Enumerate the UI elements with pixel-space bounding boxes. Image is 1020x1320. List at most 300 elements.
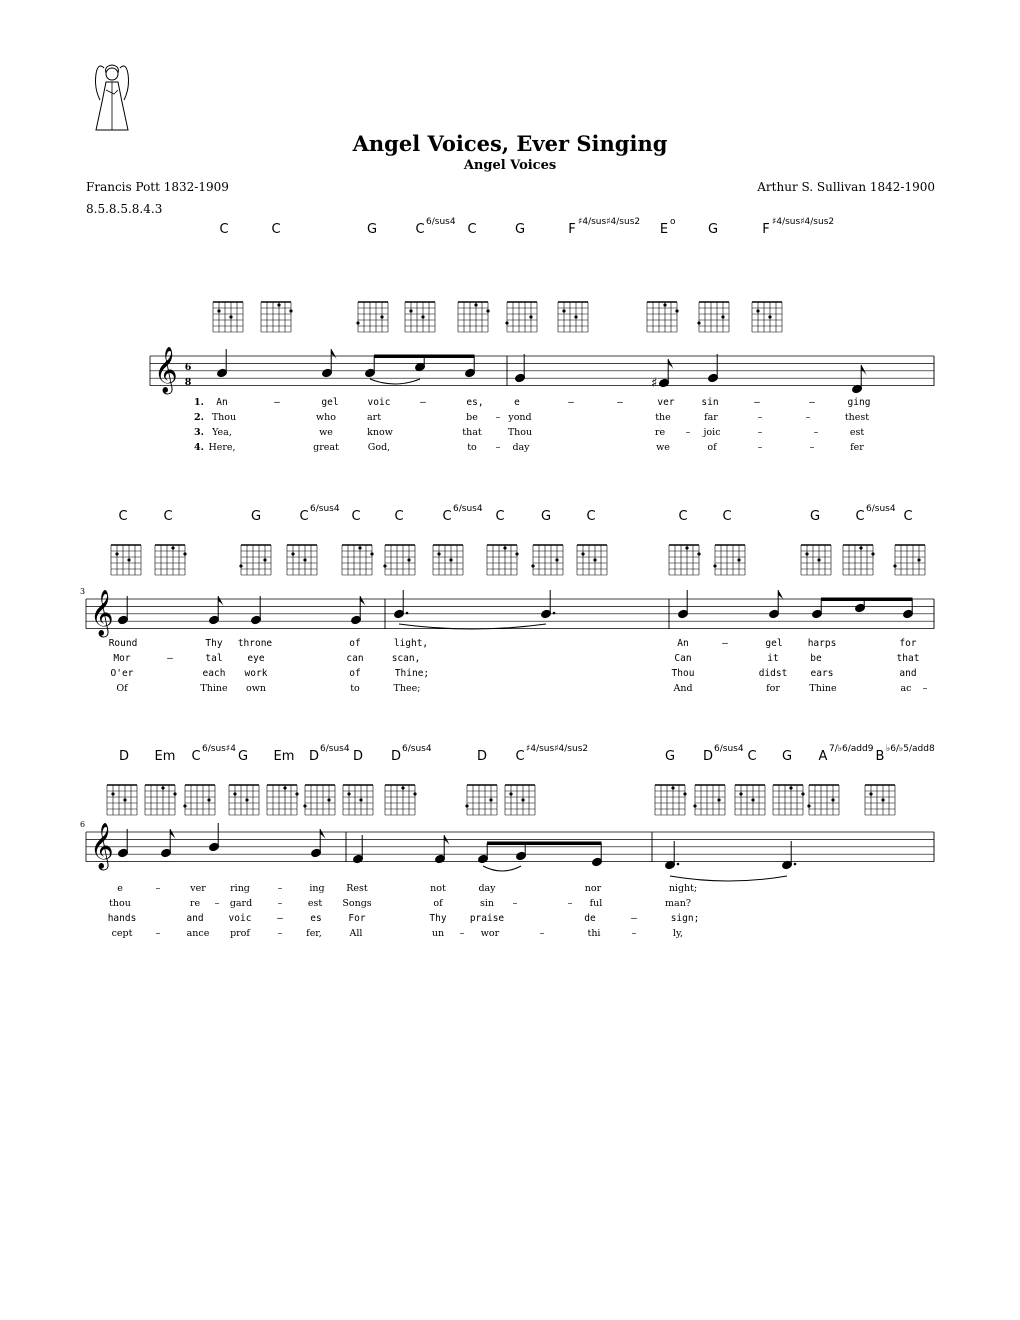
lyric-line: [194, 397, 870, 408]
diagram-dot: [717, 798, 720, 801]
chord-symbol: [191, 744, 236, 764]
lyric-syllable: –: [155, 928, 161, 939]
diagram-dot: [581, 552, 584, 555]
chord-root: G: [707, 222, 719, 237]
chord-root: D: [390, 749, 402, 764]
lyric-syllable: to: [350, 683, 360, 694]
chord-extension: 6/sus4: [426, 217, 456, 227]
lyric-syllable: es: [310, 913, 322, 924]
lyric-syllable: gel: [765, 638, 783, 649]
lyric-syllable: gel: [321, 397, 339, 408]
chord-root: C: [495, 509, 505, 524]
chord-root: C: [415, 222, 425, 237]
guitar-chord-diagram: [287, 545, 317, 575]
chord-extension: ♭6/♭5/add8: [886, 744, 935, 754]
lyric-syllable: An: [216, 397, 228, 408]
lyric-syllable: Thy: [429, 913, 447, 924]
guitar-chord-diagram: [458, 302, 490, 332]
note: [365, 356, 376, 378]
diagram-dot: [807, 804, 810, 807]
lyric-syllable: Can: [674, 653, 692, 664]
guitar-chord-diagram: [773, 785, 805, 815]
verse-number: 2.: [194, 412, 204, 423]
lyric-syllable: –: [277, 928, 283, 939]
guitar-chord-diagram: [145, 785, 177, 815]
diagram-dot: [531, 564, 534, 567]
lyric-syllable: –: [809, 397, 815, 408]
lyric-syllable: est: [307, 898, 323, 909]
guitar-chord-diagram: [505, 785, 535, 815]
diagram-dot: [917, 558, 920, 561]
diagram-dot: [173, 792, 176, 795]
diagram-dot: [127, 558, 130, 561]
note: [465, 356, 476, 378]
guitar-chord-diagram: [155, 545, 187, 575]
lyric-syllable: and: [899, 668, 917, 679]
lyric-line: [116, 683, 927, 694]
chord-symbol: [299, 504, 339, 524]
augmentation-dot: [406, 612, 409, 615]
note-flag: [668, 359, 674, 371]
chord-symbol: [810, 509, 820, 524]
guitar-chord-diagram: [865, 785, 895, 815]
chord-symbol: [722, 509, 731, 524]
chord-root: C: [299, 509, 309, 524]
diagram-dot: [421, 315, 424, 318]
lyric-syllable: –: [631, 928, 637, 939]
diagram-dot: [111, 792, 114, 795]
lyric-syllable: prof: [230, 928, 250, 939]
lyric-syllable: e: [117, 883, 123, 894]
diagram-dot: [721, 315, 724, 318]
guitar-chord-diagram: [505, 302, 537, 332]
lyric-syllable: –: [722, 638, 728, 649]
lyric-syllable: to: [467, 442, 477, 453]
diagram-dot: [893, 564, 896, 567]
composer-credit: Arthur S. Sullivan 1842-1900: [757, 180, 935, 194]
lyric-syllable: for: [899, 638, 917, 649]
lyric-syllable: thi: [587, 928, 601, 939]
treble-clef-icon: 𝄞: [154, 347, 178, 393]
chord-symbol: [703, 744, 744, 764]
chord-root: C: [855, 509, 865, 524]
lyric-line: [194, 442, 864, 453]
lyric-syllable: ance: [186, 928, 210, 939]
lyric-syllable: –: [567, 898, 573, 909]
chord-root: C: [271, 222, 281, 237]
guitar-chord-diagram: [342, 545, 374, 575]
chord-symbol: [238, 749, 248, 764]
lyric-syllable: of: [349, 668, 361, 679]
lyric-syllable: est: [849, 427, 865, 438]
lyric-syllable: that: [462, 427, 482, 438]
diagram-dot: [359, 798, 362, 801]
verse-number: 3.: [194, 427, 204, 438]
note: [161, 829, 177, 858]
chord-root: C: [747, 749, 757, 764]
treble-clef-icon: 𝄞: [90, 823, 114, 869]
lyric-syllable: not: [430, 883, 446, 894]
lyric-syllable: un: [431, 928, 445, 939]
diagram-dot: [229, 315, 232, 318]
lyric-syllable: –: [568, 397, 574, 408]
lyric-syllable: And: [673, 683, 693, 694]
chord-root: G: [781, 749, 793, 764]
lyric-syllable: –: [754, 397, 760, 408]
lyric-line: [194, 412, 869, 423]
guitar-chord-diagram: [107, 785, 137, 815]
lyric-syllable: know: [367, 427, 393, 438]
guitar-chord-diagram: [261, 302, 293, 332]
chord-root: Em: [273, 749, 295, 764]
diagram-dot: [521, 798, 524, 801]
chord-root: C: [219, 222, 229, 237]
diagram-dot: [509, 792, 512, 795]
lyric-syllable: throne: [237, 638, 273, 649]
lyric-syllable: re: [189, 898, 201, 909]
lyric-syllable: Thou: [507, 427, 533, 438]
lyric-syllable: –: [155, 883, 161, 894]
lyric-syllable: light,: [393, 638, 429, 649]
note: [855, 599, 866, 613]
note: [394, 590, 409, 619]
diagram-dot: [115, 552, 118, 555]
guitar-chord-diagram: [577, 545, 607, 575]
chord-symbol: [515, 222, 525, 237]
lyric-syllable: ging: [847, 397, 871, 408]
lyric-syllable: –: [617, 397, 623, 408]
lyric-syllable: each: [202, 668, 226, 679]
time-signature-top: 6: [184, 362, 192, 373]
lyric-syllable: Rest: [346, 883, 368, 894]
note-beam: [374, 355, 475, 359]
lyric-syllable: scan,: [391, 653, 421, 664]
chord-root: C: [394, 509, 404, 524]
diagram-dot: [562, 309, 565, 312]
lyric-syllable: praise: [469, 913, 505, 924]
guitar-chord-diagram: [713, 545, 745, 575]
lyric-syllable: Round: [108, 638, 138, 649]
lyric-syllable: great: [313, 442, 339, 453]
note: [351, 596, 367, 625]
lyric-syllable: ac: [900, 683, 912, 694]
diagram-dot: [503, 546, 506, 549]
lyric-syllable: Thine;: [394, 668, 430, 679]
diagram-dot: [697, 552, 700, 555]
chord-symbol: [568, 217, 640, 237]
diagram-dot: [383, 564, 386, 567]
chord-root: C: [118, 509, 128, 524]
lyric-syllable: Songs: [342, 898, 372, 909]
verse-number: 1.: [194, 397, 204, 408]
chord-extension: 6/sus4: [453, 504, 483, 514]
lyric-syllable: sign;: [670, 913, 700, 924]
lyric-syllable: Here,: [208, 442, 236, 453]
augmentation-dot: [794, 863, 797, 866]
lyric-syllable: –: [214, 898, 220, 909]
guitar-chord-diagram: [356, 302, 388, 332]
lyric-line: [194, 427, 864, 438]
lyric-line: [113, 653, 919, 664]
note-beam: [821, 598, 913, 602]
note: [415, 356, 426, 372]
lyric-syllable: wor: [480, 928, 500, 939]
lyric-syllable: –: [631, 913, 637, 924]
lyric-syllable: thou: [109, 898, 131, 909]
lyric-syllable: –: [922, 683, 928, 694]
lyric-syllable: –: [167, 653, 173, 664]
chord-symbol: [415, 217, 455, 237]
lyric-syllable: –: [512, 898, 518, 909]
chord-root: B: [875, 749, 885, 764]
note-beam: [487, 842, 602, 846]
chord-root: A: [818, 749, 828, 764]
lyric-syllable: de: [584, 913, 596, 924]
diagram-dot: [697, 321, 700, 324]
chord-symbol: [367, 222, 377, 237]
diagram-dot: [739, 792, 742, 795]
chord-symbol: [271, 222, 280, 237]
chord-symbol: [477, 749, 487, 764]
lyric-syllable: Thou: [671, 668, 695, 679]
lyric-syllable: nor: [584, 883, 602, 894]
lyric-syllable: thest: [844, 412, 870, 423]
lyric-syllable: didst: [758, 668, 788, 679]
diagram-dot: [407, 558, 410, 561]
guitar-chord-diagram: [843, 545, 875, 575]
diagram-dot: [465, 804, 468, 807]
diagram-dot: [555, 558, 558, 561]
lyric-syllable: e: [514, 397, 520, 408]
note: [812, 599, 823, 619]
diagram-dot: [805, 552, 808, 555]
lyric-syllable: –: [277, 883, 283, 894]
note: [515, 354, 526, 383]
chord-symbol: [118, 509, 127, 524]
lyric-syllable: –: [420, 397, 426, 408]
diagram-dot: [217, 309, 220, 312]
chord-root: C: [586, 509, 596, 524]
verse-number: 4.: [194, 442, 204, 453]
diagram-dot: [515, 552, 518, 555]
chord-symbol: [219, 222, 228, 237]
diagram-dot: [295, 792, 298, 795]
chord-extension: 7/♭6/add9: [829, 744, 874, 754]
lyric-syllable: day: [478, 883, 496, 894]
lyric-syllable: –: [274, 397, 280, 408]
chord-symbol: [515, 744, 588, 764]
lyric-syllable: –: [495, 412, 501, 423]
lyric-syllable: it: [767, 653, 779, 664]
lyric-syllable: ly,: [672, 928, 684, 939]
diagram-dot: [171, 546, 174, 549]
diagram-dot: [233, 792, 236, 795]
lyric-syllable: far: [704, 412, 718, 423]
chord-symbol: [678, 509, 687, 524]
note: [782, 841, 797, 870]
lyric-syllable: can: [346, 653, 364, 664]
diagram-dot: [303, 804, 306, 807]
chord-symbol: [467, 222, 476, 237]
diagram-dot: [751, 798, 754, 801]
chord-extension: 6/sus4: [714, 744, 744, 754]
chord-symbol: [495, 509, 504, 524]
lyric-syllable: –: [459, 928, 465, 939]
lyric-line: [108, 913, 700, 924]
lyric-syllable: es,: [466, 397, 484, 408]
lyric-syllable: of: [707, 442, 717, 453]
lyric-syllable: Mor: [113, 653, 131, 664]
chord-extension: 6/sus♯4: [202, 744, 236, 754]
guitar-chord-diagram: [111, 545, 141, 575]
guitar-chord-diagram: [558, 302, 588, 332]
lyric-syllable: voic: [228, 913, 252, 924]
chord-root: D: [118, 749, 130, 764]
diagram-dot: [291, 552, 294, 555]
diagram-dot: [356, 321, 359, 324]
lyric-syllable: Yea,: [212, 427, 232, 438]
lyric-syllable: ver: [657, 397, 675, 408]
lyric-line: [109, 898, 691, 909]
lyric-syllable: that: [896, 653, 920, 664]
lyric-syllable: fer: [850, 442, 864, 453]
lyric-syllable: harps: [807, 638, 837, 649]
chord-symbol: [391, 744, 432, 764]
note: [516, 843, 527, 861]
chord-symbol: [251, 509, 261, 524]
lyric-syllable: –: [277, 913, 283, 924]
lyric-syllable: cept: [111, 928, 133, 939]
guitar-chord-diagram: [433, 545, 463, 575]
lyric-syllable: Of: [116, 683, 128, 694]
diagram-dot: [859, 546, 862, 549]
note: [251, 596, 262, 625]
chord-symbol: [351, 509, 360, 524]
lyric-syllable: work: [244, 668, 268, 679]
diagram-dot: [303, 558, 306, 561]
tie: [483, 866, 521, 871]
lyric-syllable: –: [757, 427, 763, 438]
diagram-dot: [663, 303, 666, 306]
lyric-syllable: An: [677, 638, 689, 649]
lyric-syllable: art: [366, 412, 382, 423]
lyric-syllable: –: [757, 412, 763, 423]
chord-root: C: [678, 509, 688, 524]
chord-symbol: [586, 509, 595, 524]
measure-number: 3: [80, 587, 86, 596]
chord-root: D: [308, 749, 320, 764]
lyric-syllable: Thee;: [393, 683, 421, 694]
chord-symbol: [394, 509, 403, 524]
lyric-line: [111, 668, 917, 679]
guitar-chord-diagram: [385, 785, 417, 815]
note: [852, 365, 868, 394]
diagram-dot: [675, 309, 678, 312]
lyric-syllable: be: [466, 412, 478, 423]
lyric-syllable: voic: [367, 397, 391, 408]
chord-extension: 6/sus4: [320, 744, 350, 754]
guitar-chord-diagram: [893, 545, 925, 575]
chord-symbol: [660, 217, 676, 237]
chord-symbol: [442, 504, 482, 524]
lyric-syllable: Thine: [809, 683, 837, 694]
augmentation-dot: [553, 612, 556, 615]
chord-symbol: [541, 509, 551, 524]
chord-root: G: [809, 509, 821, 524]
guitar-chord-diagram: [465, 785, 497, 815]
lyric-syllable: –: [495, 442, 501, 453]
chord-root: Em: [154, 749, 176, 764]
diagram-dot: [768, 315, 771, 318]
lyric-syllable: –: [809, 442, 815, 453]
diagram-dot: [831, 798, 834, 801]
diagram-dot: [671, 786, 674, 789]
lyric-syllable: sin: [479, 898, 495, 909]
tie: [670, 876, 787, 881]
music-system: [150, 217, 934, 453]
chord-root: G: [237, 749, 249, 764]
diagram-dot: [713, 564, 716, 567]
lyric-line: [117, 883, 697, 894]
lyric-syllable: God,: [367, 442, 391, 453]
guitar-chord-diagram: [343, 785, 373, 815]
guitar-chord-diagram: [183, 785, 215, 815]
note-flag: [778, 590, 784, 602]
music-system: [80, 744, 935, 939]
chord-symbol: [782, 749, 792, 764]
lyric-syllable: we: [656, 442, 670, 453]
guitar-chord-diagram: [383, 545, 415, 575]
poet-credit: Francis Pott 1832-1909: [86, 180, 229, 194]
chord-root: G: [366, 222, 378, 237]
chord-symbol: [309, 744, 350, 764]
guitar-chord-diagram: [669, 545, 701, 575]
diagram-dot: [737, 558, 740, 561]
lyric-syllable: –: [805, 412, 811, 423]
diagram-dot: [437, 552, 440, 555]
lyric-syllable: ears: [810, 668, 834, 679]
chord-root: C: [515, 749, 525, 764]
lyric-syllable: –: [757, 442, 763, 453]
note: [209, 823, 220, 852]
chord-symbol: [903, 509, 912, 524]
diagram-dot: [289, 309, 292, 312]
lyric-syllable: and: [186, 913, 204, 924]
lyric-syllable: ring: [230, 883, 250, 894]
diagram-dot: [245, 798, 248, 801]
chord-symbol: [119, 749, 129, 764]
time-signature-bottom: 8: [184, 377, 192, 388]
chord-extension: ♯4/sus♯4/sus2: [526, 744, 589, 754]
treble-clef-icon: 𝄞: [90, 590, 114, 636]
note-flag: [444, 835, 450, 847]
guitar-chord-diagram: [697, 302, 729, 332]
lyric-syllable: we: [319, 427, 333, 438]
note: [903, 599, 914, 619]
guitar-chord-diagram: [752, 302, 782, 332]
lyric-syllable: ing: [309, 883, 325, 894]
sharp-icon: ♯: [651, 376, 658, 391]
guitar-chord-diagram: [647, 302, 679, 332]
note-flag: [331, 349, 337, 361]
chord-extension: ♯4/sus♯4/sus2: [578, 217, 641, 227]
guitar-chord-diagram: [213, 302, 243, 332]
lyric-line: [112, 928, 684, 939]
chord-symbol: [708, 222, 718, 237]
guitar-chord-diagram: [487, 545, 519, 575]
diagram-dot: [449, 558, 452, 561]
lyric-line: [109, 638, 917, 649]
